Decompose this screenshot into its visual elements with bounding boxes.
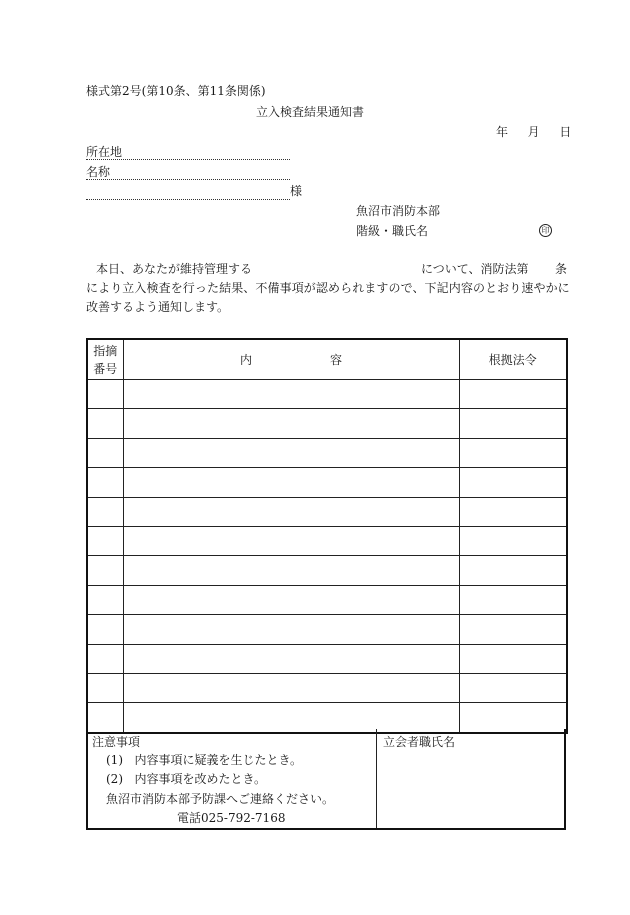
table-row <box>87 615 567 644</box>
content-cell[interactable] <box>123 497 459 526</box>
legal-basis-cell[interactable] <box>459 409 567 438</box>
findings-table <box>86 338 568 734</box>
table-row <box>87 673 567 702</box>
finding-number-cell[interactable] <box>87 556 123 585</box>
finding-number-cell[interactable] <box>87 673 123 702</box>
content-cell[interactable] <box>123 644 459 673</box>
honorific: 様 <box>290 184 303 198</box>
legal-basis-cell[interactable] <box>459 468 567 497</box>
content-cell[interactable] <box>123 526 459 555</box>
finding-number-cell[interactable] <box>87 644 123 673</box>
body-line-1c: 条 <box>555 262 568 276</box>
content-cell[interactable] <box>123 380 459 409</box>
header-finding-number: 指摘 番号 <box>87 339 123 380</box>
table-row <box>87 409 567 438</box>
content-cell[interactable] <box>123 438 459 467</box>
witness-label: 立会者職氏名 <box>383 735 456 749</box>
header-content: 内 容 <box>123 339 459 380</box>
table-row <box>87 468 567 497</box>
table-row <box>87 526 567 555</box>
location-label: 所在地 <box>86 145 123 159</box>
finding-number-cell[interactable] <box>87 380 123 409</box>
note-item-2: (2) 内容事項を改めたとき。 <box>106 772 266 786</box>
legal-basis-cell[interactable] <box>459 585 567 614</box>
body-line-1b: について、消防法第 <box>421 262 529 276</box>
body-line-3: 改善するよう通知します。 <box>86 300 230 314</box>
finding-number-cell[interactable] <box>87 615 123 644</box>
table-row <box>87 438 567 467</box>
notes-phone: 電話025-792-7168 <box>177 811 286 825</box>
table-header-row <box>87 339 567 380</box>
header-legal-basis: 根拠法令 <box>459 339 567 380</box>
finding-number-cell[interactable] <box>87 468 123 497</box>
notes-section <box>86 729 566 830</box>
legal-basis-cell[interactable] <box>459 380 567 409</box>
legal-basis-cell[interactable] <box>459 615 567 644</box>
finding-number-cell[interactable] <box>87 409 123 438</box>
body-line-1 <box>96 262 252 276</box>
legal-basis-cell[interactable] <box>459 644 567 673</box>
legal-basis-cell[interactable] <box>459 497 567 526</box>
note-item-1: (1) 内容事項に疑義を生じたとき。 <box>106 753 302 767</box>
date-day: 日 <box>559 125 572 139</box>
finding-number-cell[interactable] <box>87 497 123 526</box>
content-cell[interactable] <box>123 409 459 438</box>
finding-number-cell[interactable] <box>87 585 123 614</box>
notes-contact: 魚沼市消防本部予防課へご連絡ください。 <box>106 792 335 806</box>
addressee-field[interactable] <box>86 185 290 200</box>
content-cell[interactable] <box>123 468 459 497</box>
body-line-1a: 本日、あなたが維持管理する <box>96 262 253 276</box>
body-line-2: により立入検査を行った結果、不備事項が認められますので、下記内容のとおり速やかに <box>86 281 570 295</box>
seal-icon: 印 <box>539 222 552 237</box>
date-line <box>496 125 571 139</box>
legal-basis-cell[interactable] <box>459 526 567 555</box>
form-label: 様式第2号(第10条、第11条関係) <box>86 84 266 98</box>
name-field[interactable] <box>86 165 290 180</box>
legal-basis-cell[interactable] <box>459 556 567 585</box>
table-row <box>87 497 567 526</box>
content-cell[interactable] <box>123 556 459 585</box>
table-row <box>87 644 567 673</box>
name-label: 名称 <box>86 165 111 179</box>
legal-basis-cell[interactable] <box>459 438 567 467</box>
legal-basis-cell[interactable] <box>459 673 567 702</box>
witness-box[interactable] <box>377 729 564 828</box>
document-title: 立入検査結果通知書 <box>256 105 365 119</box>
date-month: 月 <box>527 125 540 139</box>
notes-box <box>88 729 377 828</box>
date-year: 年 <box>496 125 509 139</box>
table-row <box>87 556 567 585</box>
content-cell[interactable] <box>123 585 459 614</box>
issuer-org: 魚沼市消防本部 <box>356 204 441 218</box>
content-cell[interactable] <box>123 615 459 644</box>
table-row <box>87 380 567 409</box>
finding-number-cell[interactable] <box>87 438 123 467</box>
finding-number-cell[interactable] <box>87 526 123 555</box>
issuer-rank-name: 階級・職氏名 <box>356 224 429 238</box>
location-field[interactable] <box>86 145 290 160</box>
table-row <box>87 585 567 614</box>
content-cell[interactable] <box>123 673 459 702</box>
notes-title: 注意事項 <box>92 735 141 749</box>
